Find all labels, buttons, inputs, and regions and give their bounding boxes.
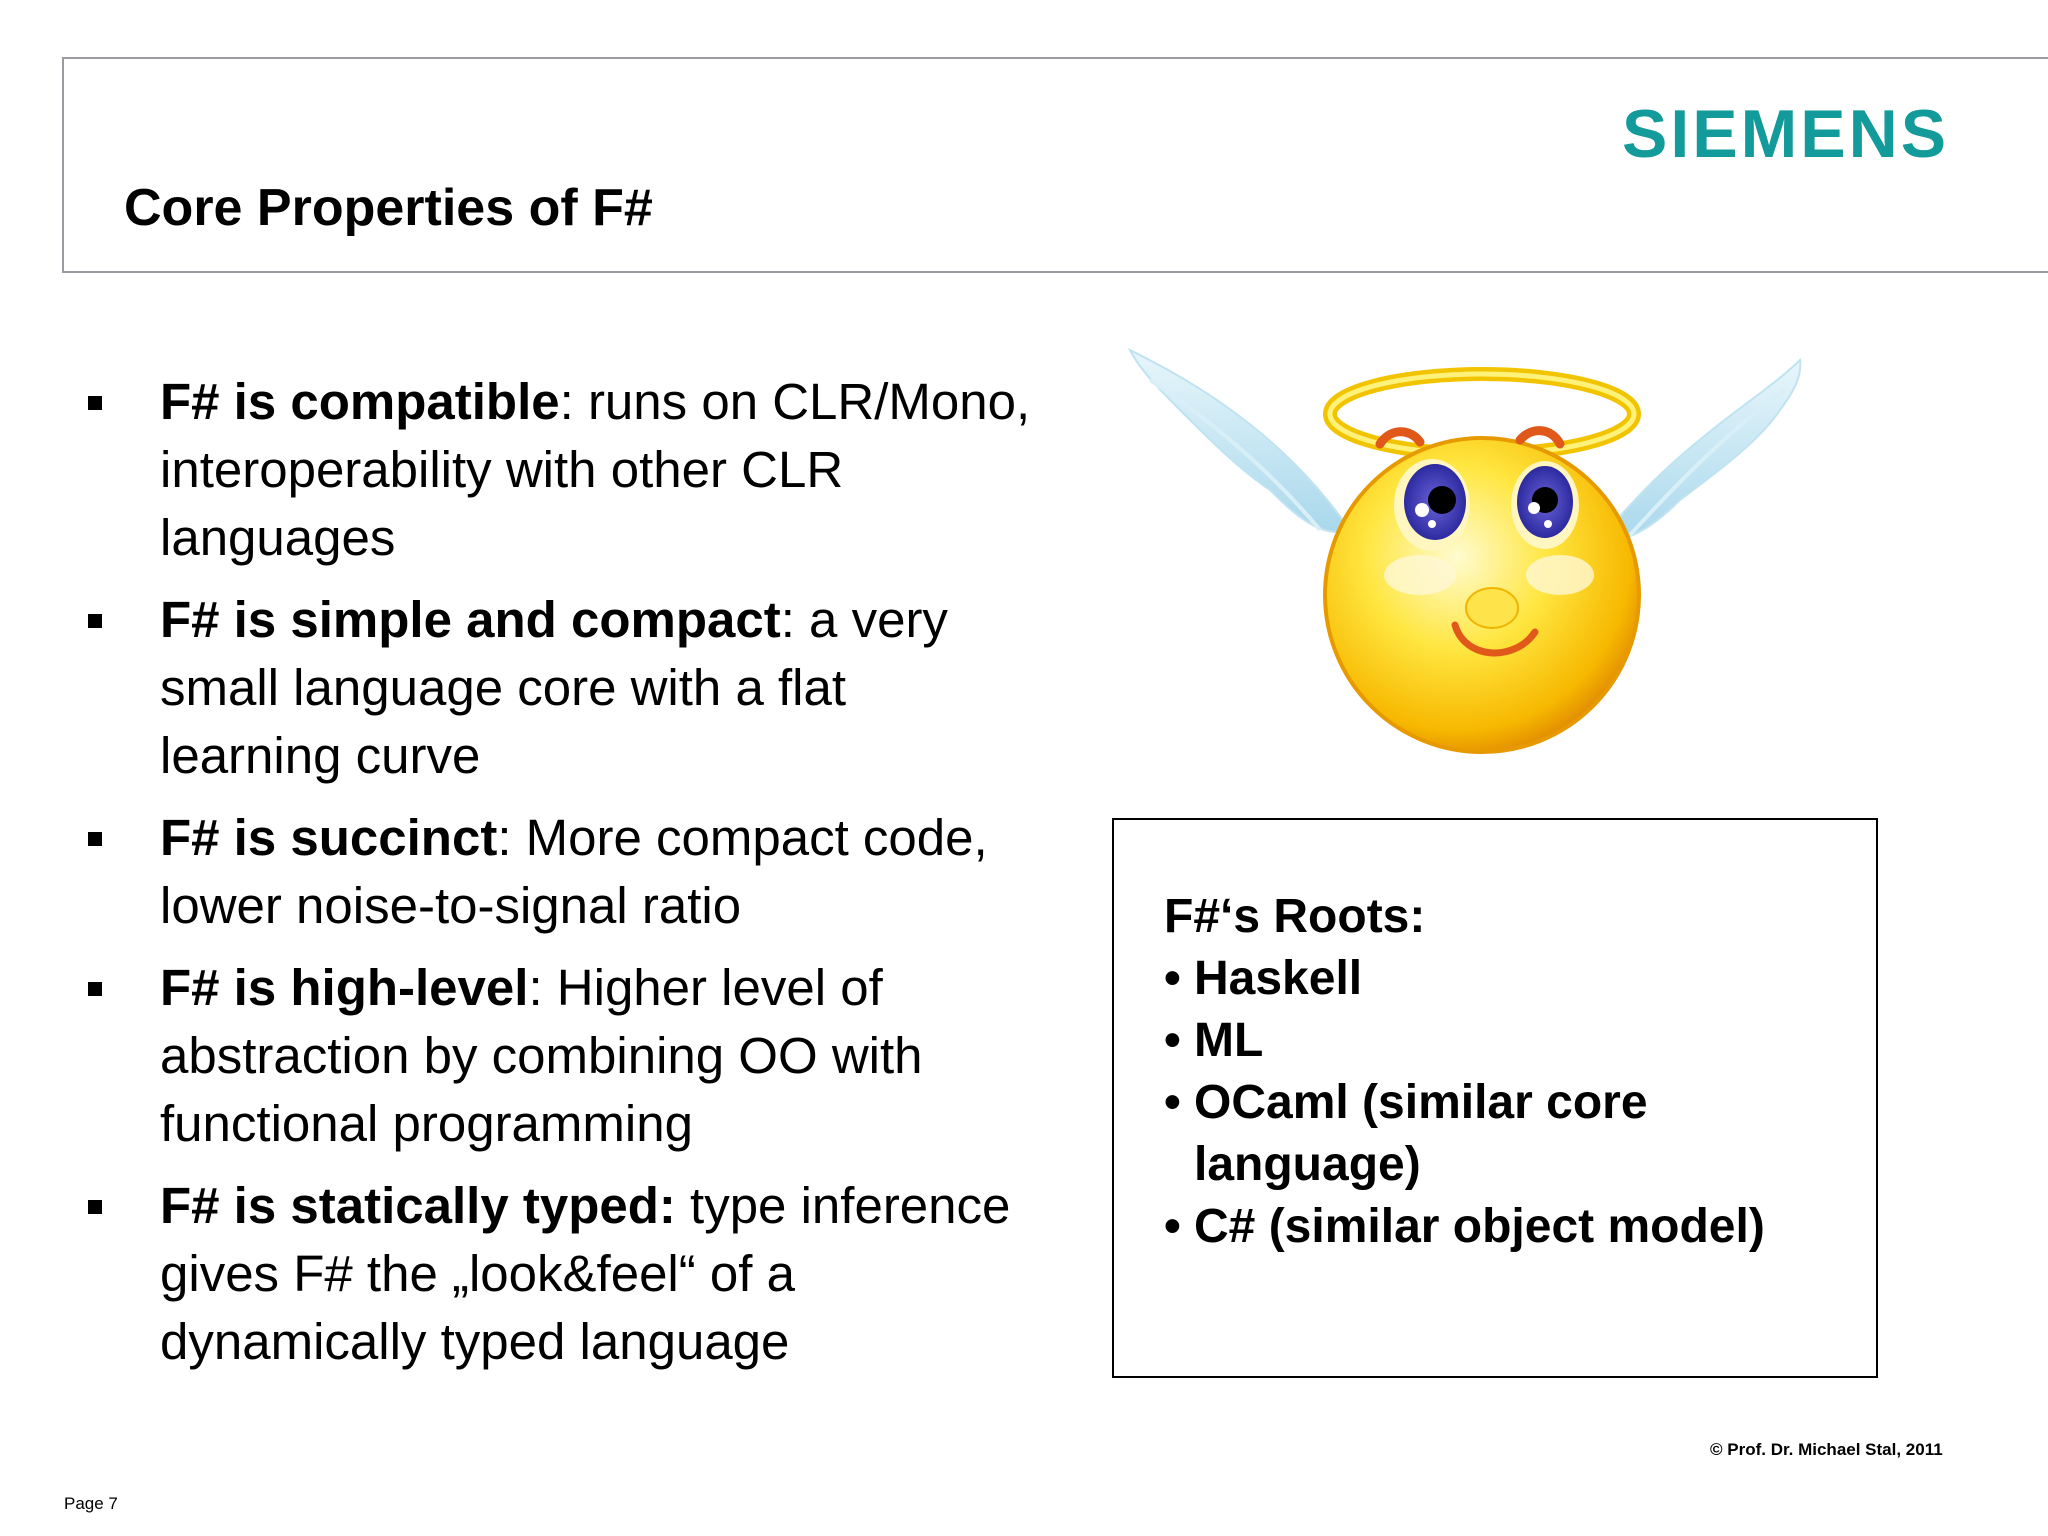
bullet-heading: F# is high-level bbox=[160, 959, 529, 1016]
bullet-item-statically-typed bbox=[80, 1172, 1040, 1376]
bullet-text: : runs on CLR/Mono, interoperability with other CLR languages bbox=[160, 373, 1031, 566]
siemens-logo: SIEMENS bbox=[1622, 96, 1950, 172]
angel-smiley-icon bbox=[1120, 340, 1820, 760]
roots-item-label: OCaml (similar core language) bbox=[1194, 1076, 1648, 1191]
dot-bullet-icon: • bbox=[1164, 1200, 1181, 1253]
copyright-notice: © Prof. Dr. Michael Stal, 2011 bbox=[1710, 1440, 1943, 1459]
dot-bullet-icon: • bbox=[1164, 952, 1181, 1005]
square-bullet-icon bbox=[88, 396, 102, 410]
right-wing bbox=[1600, 360, 1800, 541]
roots-item bbox=[1164, 1010, 1864, 1072]
dot-bullet-icon: • bbox=[1164, 1014, 1181, 1067]
square-bullet-icon bbox=[88, 1200, 102, 1214]
bullet-list bbox=[80, 368, 1040, 1390]
roots-item bbox=[1164, 1072, 1864, 1196]
bullet-item-high-level bbox=[80, 954, 1040, 1158]
bullet-text: type inference gives F# the „look&feel“ of a dynamically typed language bbox=[160, 1177, 1011, 1370]
dot-bullet-icon: • bbox=[1164, 1076, 1181, 1129]
roots-heading: F#‘s Roots: bbox=[1164, 890, 1426, 943]
roots-item-label: C# (similar object model) bbox=[1194, 1200, 1765, 1253]
roots-item bbox=[1164, 948, 1864, 1010]
roots-list bbox=[1164, 948, 1864, 1258]
bullet-item-compatible bbox=[80, 368, 1040, 572]
square-bullet-icon bbox=[88, 982, 102, 996]
roots-box bbox=[1112, 818, 1878, 1378]
roots-item bbox=[1164, 1196, 1864, 1258]
bullet-heading: F# is compatible bbox=[160, 373, 560, 430]
bullet-text: : a very small language core with a flat learning curve bbox=[160, 591, 948, 784]
bullet-text: : Higher level of abstraction by combining OO with functional programming bbox=[160, 959, 923, 1152]
bullet-item-simple bbox=[80, 586, 1040, 790]
square-bullet-icon bbox=[88, 832, 102, 846]
left-wing bbox=[1130, 350, 1350, 532]
bullet-text: : More compact code, lower noise-to-signal ratio bbox=[160, 809, 988, 934]
page-number: Page 7 bbox=[64, 1494, 118, 1513]
roots-item-label: ML bbox=[1194, 1014, 1264, 1067]
bullet-item-succinct bbox=[80, 804, 1040, 940]
square-bullet-icon bbox=[88, 614, 102, 628]
bullet-heading: F# is simple and compact bbox=[160, 591, 781, 648]
page-title: Core Properties of F# bbox=[124, 179, 653, 237]
bullet-heading: F# is succinct bbox=[160, 809, 498, 866]
bullet-heading: F# is statically typed: bbox=[160, 1177, 676, 1234]
roots-item-label: Haskell bbox=[1194, 952, 1363, 1005]
roots-content bbox=[1164, 886, 1864, 1258]
